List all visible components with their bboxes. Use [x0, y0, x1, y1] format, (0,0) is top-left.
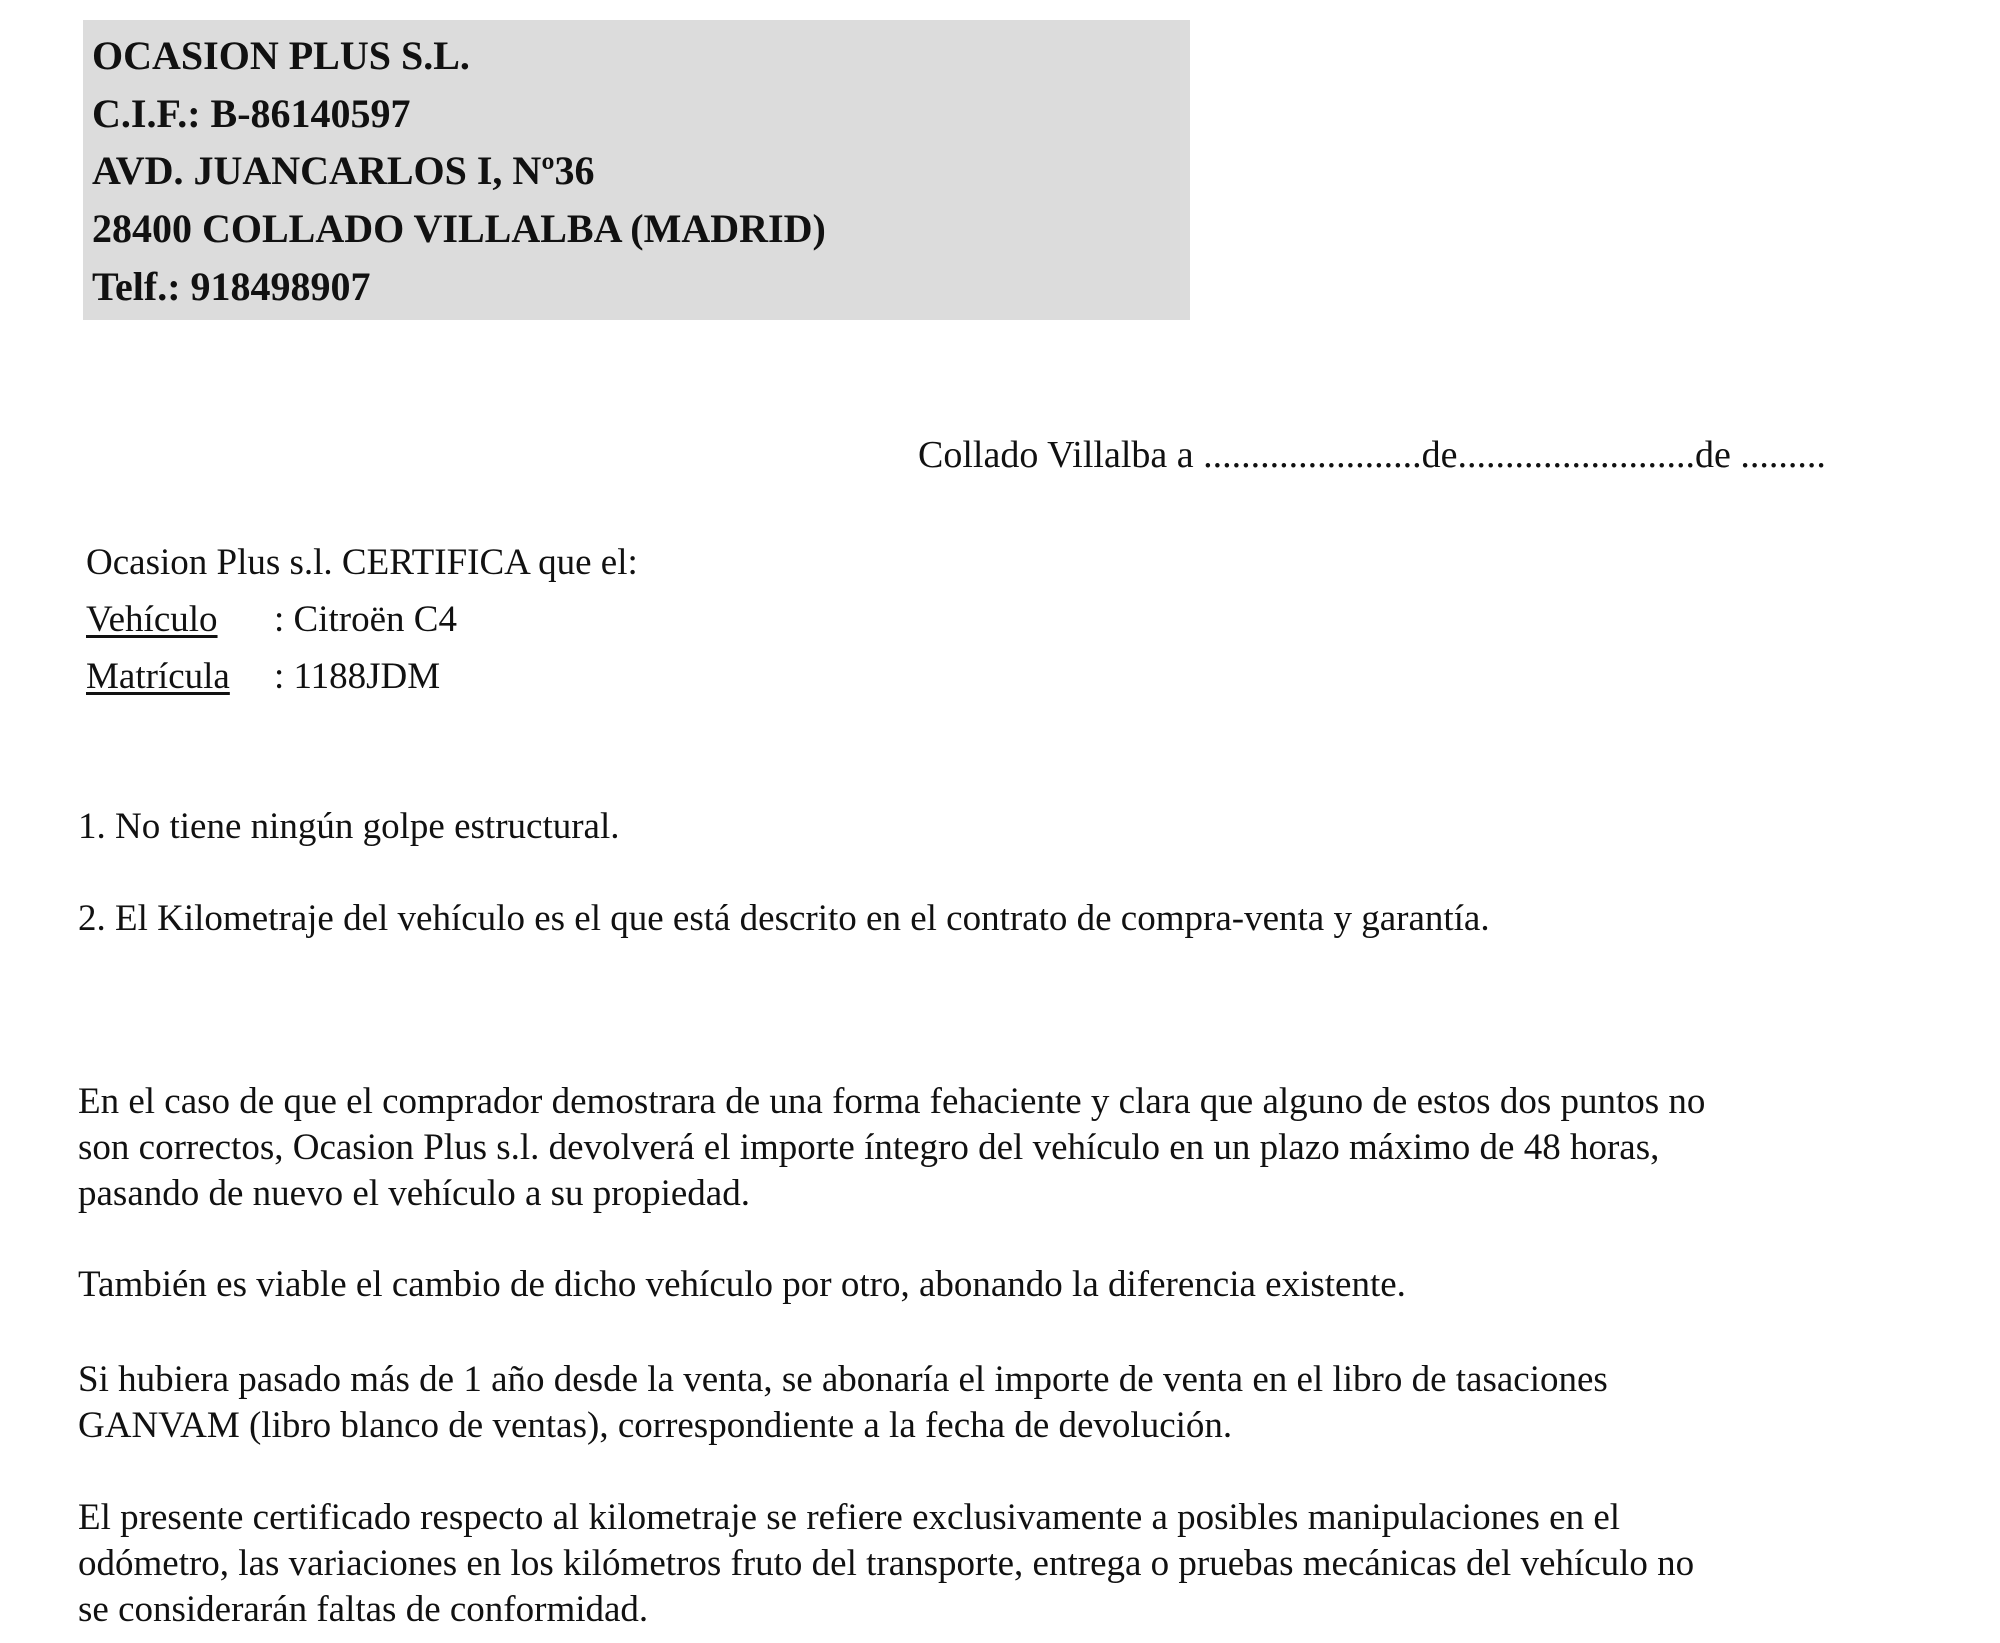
- paragraph-line: pasando de nuevo el vehículo a su propiedad.: [78, 1173, 750, 1214]
- plate-value: : 1188JDM: [274, 656, 441, 697]
- certifies-statement: Ocasion Plus s.l. CERTIFICA que el:: [86, 542, 638, 583]
- company-cif: C.I.F.: B-86140597: [92, 91, 411, 136]
- paragraph-line: El presente certificado respecto al kilometraje se refiere exclusivamente a posibles manipulaciones en el: [78, 1497, 1621, 1538]
- paragraph-line: odómetro, las variaciones en los kilómetros fruto del transporte, entrega o pruebas mecánicas del vehículo no: [78, 1543, 1695, 1584]
- paragraph-line: GANVAM (libro blanco de ventas), correspondiente a la fecha de devolución.: [78, 1405, 1233, 1446]
- paragraph-line: son correctos, Ocasion Plus s.l. devolverá el importe íntegro del vehículo en un plazo máximo de 48 horas,: [78, 1127, 1660, 1168]
- paragraph-ganvam: [78, 1357, 1608, 1449]
- company-name: OCASION PLUS S.L.: [92, 33, 470, 78]
- paragraph-exchange: [78, 1262, 1406, 1308]
- point-item: 1. No tiene ningún golpe estructural.: [78, 806, 620, 847]
- plate-label: Matrícula: [86, 656, 230, 697]
- company-city: 28400 COLLADO VILLALBA (MADRID): [92, 206, 826, 251]
- date-line: Collado Villalba a .......................de.........................de .........: [918, 434, 1826, 476]
- paragraph-line: Si hubiera pasado más de 1 año desde la venta, se abonaría el importe de venta en el libro de tasaciones: [78, 1359, 1608, 1400]
- point-item: 2. El Kilometraje del vehículo es el que está descrito en el contrato de compra-venta y garantía.: [78, 898, 1490, 939]
- company-header: [83, 20, 1190, 320]
- paragraph-odometer: [78, 1495, 1694, 1633]
- company-address: AVD. JUANCARLOS I, Nº36: [92, 148, 595, 193]
- vehicle-value: : Citroën C4: [274, 599, 457, 640]
- paragraph-refund: [78, 1079, 1705, 1217]
- vehicle-label: Vehículo: [86, 599, 218, 640]
- paragraph-line: En el caso de que el comprador demostrara de una forma fehaciente y clara que alguno de estos dos puntos no: [78, 1081, 1706, 1122]
- paragraph-line: se considerarán faltas de conformidad.: [78, 1589, 649, 1630]
- company-phone: Telf.: 918498907: [92, 264, 371, 309]
- paragraph-line: También es viable el cambio de dicho vehículo por otro, abonando la diferencia existente.: [78, 1264, 1406, 1305]
